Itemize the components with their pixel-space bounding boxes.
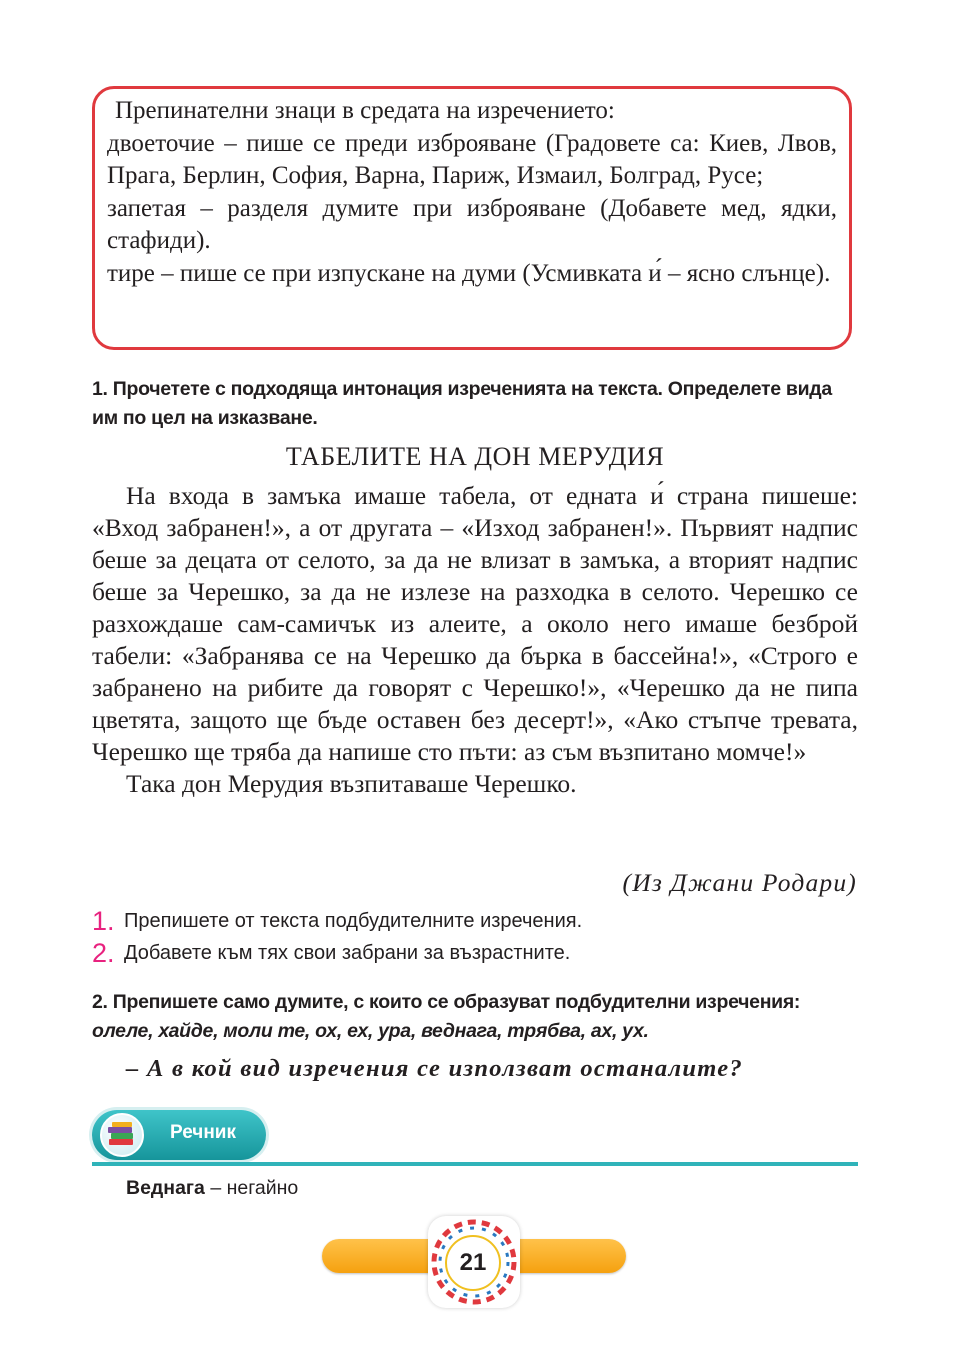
subtask-number: 1.	[92, 906, 115, 936]
dictionary-label: Речник	[170, 1122, 236, 1143]
story-text	[92, 480, 858, 800]
task-1-instruction: 1. Прочетете с подходяща интонация изреченията на текста. Определете вида им по цел на изказване.	[92, 378, 832, 429]
subtask-number: 2.	[92, 938, 115, 968]
task-2-text: 2. Препишете само думите, с които се образуват подбудителни изречения:	[92, 991, 801, 1013]
rule-box	[92, 86, 852, 350]
rule-dash: тире – пише се при изпускане на думи (Усмивката и́ – ясно слънце).	[107, 259, 831, 287]
story-paragraph-2: Така дон Мерудия възпитаваше Черешко.	[126, 769, 577, 798]
dictionary-definition: – негайно	[210, 1177, 299, 1199]
dictionary-badge	[92, 1110, 266, 1160]
subtask-1	[92, 906, 582, 937]
subtask-text: Добавете към тях свои забрани за възрастните.	[124, 942, 571, 964]
books-icon	[100, 1113, 144, 1157]
rule-heading: Препинателни знаци в средата на изречението:	[115, 97, 615, 124]
task-2-instruction	[92, 988, 858, 1046]
story-author: (Из Джани Родари)	[622, 868, 857, 897]
rule-colon: двоеточие – пише се преди изброяване (Градовете са: Киев, Лвов, Прага, Берлин, София, Варна, Париж, Измаил, Болград, Русе;	[107, 129, 837, 189]
rule-comma: запетая – разделя думите при изброяване (Добавете мед, ядки, стафиди).	[107, 194, 837, 254]
dictionary-term: Веднага	[126, 1177, 205, 1199]
page-number: 21	[445, 1235, 501, 1291]
task-2-words: олеле, хайде, моли те, ох, ех, ура, веднага, трябва, ах, ух.	[92, 1020, 649, 1042]
dictionary-divider	[92, 1162, 858, 1166]
task-2-question: – А в кой вид изречения се използват останалите?	[126, 1055, 744, 1082]
story-title: ТАБЕЛИТЕ НА ДОН МЕРУДИЯ	[285, 442, 665, 471]
subtask-text: Препишете от текста подбудителните изречения.	[124, 910, 583, 932]
subtask-2	[92, 938, 570, 969]
story-paragraph-1: На входа в замъка имаше табела, от едната и́ страна пишеше: «Вход забранен!», а от другата – «Изход забранен!». Първият надпис беше за децата от селото, за да не влизат в замъка, а вторият надпис беше за Черешко, за да не излезе на разходка в селото. Черешко се разхождаше сам-самичък из алеите, а около него имаше безброй табели: «Забранява се на Черешко да бърка в бассейна!», «Строго е забранено на рибите да говорят с Черешко!», «Черешко да не пипа цветята, защото ще бъде оставен без десерт!», «Ако стъпче тревата, Черешко ще тряба да напише сто пъти: аз съм възпитано момче!»	[92, 481, 858, 766]
dictionary-entry	[126, 1177, 298, 1200]
